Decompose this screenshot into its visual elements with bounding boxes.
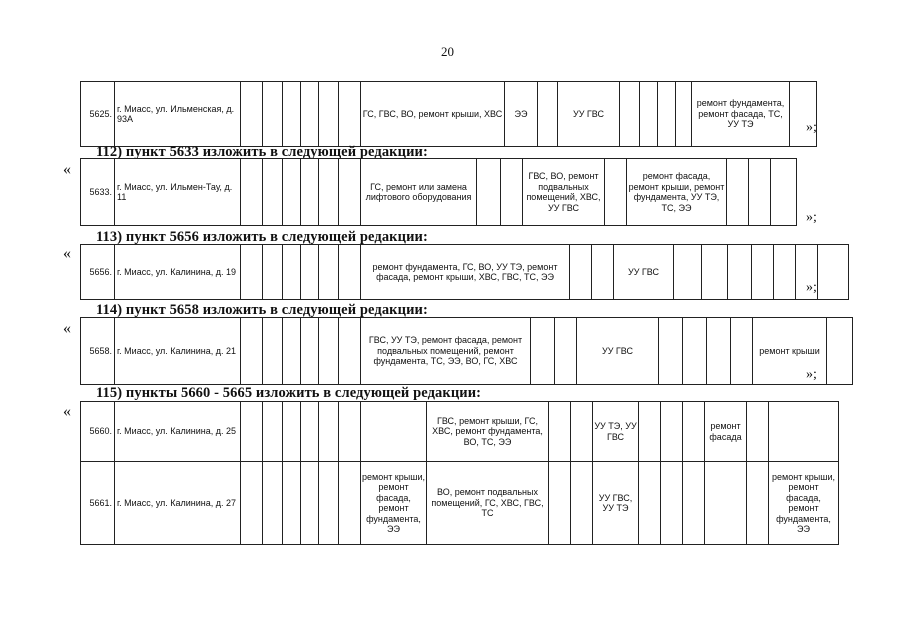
empty-cell	[283, 318, 301, 385]
empty-cell	[263, 159, 283, 226]
empty-cell	[283, 245, 301, 300]
empty-cell	[549, 402, 571, 462]
empty-cell	[241, 402, 263, 462]
works-cell: УУ ГВС	[577, 318, 659, 385]
empty-cell	[639, 402, 661, 462]
works-cell: ремонт фасада	[705, 402, 747, 462]
row-number: 5633.	[81, 159, 115, 226]
closing-quote: »;	[806, 367, 817, 382]
works-cell: ремонт фундамента, ремонт фасада, ТС, УУ ТЭ	[692, 82, 790, 147]
works-cell: ремонт крыши, ремонт фасада, ремонт фундамента, ЭЭ	[361, 462, 427, 545]
empty-cell	[752, 245, 774, 300]
section-heading: 112) пункт 5633 изложить в следующей редакции:	[96, 144, 428, 160]
closing-quote: »;	[806, 280, 817, 295]
empty-cell	[727, 159, 749, 226]
empty-cell	[658, 82, 676, 147]
row-number: 5660.	[81, 402, 115, 462]
closing-quote: »;	[806, 210, 817, 225]
table-row-5656	[80, 244, 849, 300]
empty-cell	[707, 318, 731, 385]
works-cell: ГВС, ремонт крыши, ГС, ХВС, ремонт фундамента, ВО, ТС, ЭЭ	[427, 402, 549, 462]
empty-cell	[339, 402, 361, 462]
empty-cell	[283, 82, 301, 147]
empty-cell	[571, 462, 593, 545]
empty-cell	[571, 402, 593, 462]
empty-cell	[620, 82, 640, 147]
row-number: 5658.	[81, 318, 115, 385]
works-cell: ГВС, УУ ТЭ, ремонт фасада, ремонт подвальных помещений, ремонт фундамента, ТС, ЭЭ, ВО, ГС, ХВС	[361, 318, 531, 385]
works-cell: УУ ГВС	[558, 82, 620, 147]
opening-quote: «	[63, 161, 71, 178]
works-cell: УУ ТЭ, УУ ГВС	[593, 402, 639, 462]
empty-cell	[661, 462, 683, 545]
works-cell: УУ ГВС, УУ ТЭ	[593, 462, 639, 545]
empty-cell	[501, 159, 523, 226]
empty-cell	[319, 245, 339, 300]
empty-cell	[676, 82, 692, 147]
empty-cell	[263, 82, 283, 147]
empty-cell	[361, 402, 427, 462]
empty-cell	[339, 245, 361, 300]
empty-cell	[319, 159, 339, 226]
works-cell: ремонт крыши, ремонт фасада, ремонт фундамента, ЭЭ	[769, 462, 839, 545]
empty-cell	[339, 82, 361, 147]
empty-cell	[659, 318, 683, 385]
empty-cell	[283, 402, 301, 462]
empty-cell	[749, 159, 771, 226]
empty-cell	[283, 462, 301, 545]
empty-cell	[640, 82, 658, 147]
empty-cell	[319, 462, 339, 545]
empty-cell	[605, 159, 627, 226]
empty-cell	[702, 245, 728, 300]
address-cell: г. Миасс, ул. Калинина, д. 19	[115, 245, 241, 300]
empty-cell	[639, 462, 661, 545]
empty-cell	[747, 462, 769, 545]
empty-cell	[771, 159, 797, 226]
works-cell: ремонт фундамента, ГС, ВО, УУ ТЭ, ремонт фасада, ремонт крыши, ХВС, ГВС, ТС, ЭЭ	[361, 245, 570, 300]
works-cell: ГВС, ВО, ремонт подвальных помещений, ХВС, УУ ГВС	[523, 159, 605, 226]
address-cell: г. Миасс, ул. Калинина, д. 27	[115, 462, 241, 545]
empty-cell	[774, 245, 796, 300]
works-cell: ВО, ремонт подвальных помещений, ГС, ХВС, ГВС, ТС	[427, 462, 549, 545]
empty-cell	[319, 402, 339, 462]
empty-cell	[747, 402, 769, 462]
empty-cell	[263, 462, 283, 545]
works-cell: ЭЭ	[505, 82, 538, 147]
empty-cell	[683, 318, 707, 385]
address-cell: г. Миасс, ул. Калинина, д. 25	[115, 402, 241, 462]
empty-cell	[683, 402, 705, 462]
empty-cell	[827, 318, 853, 385]
empty-cell	[538, 82, 558, 147]
empty-cell	[731, 318, 753, 385]
works-cell: ГС, ГВС, ВО, ремонт крыши, ХВС	[361, 82, 505, 147]
empty-cell	[661, 402, 683, 462]
empty-cell	[301, 462, 319, 545]
empty-cell	[592, 245, 614, 300]
empty-cell	[263, 318, 283, 385]
empty-cell	[570, 245, 592, 300]
empty-cell	[339, 318, 361, 385]
empty-cell	[319, 318, 339, 385]
empty-cell	[263, 402, 283, 462]
closing-quote: »;	[806, 120, 817, 135]
empty-cell	[241, 82, 263, 147]
opening-quote: «	[63, 403, 71, 420]
empty-cell	[339, 159, 361, 226]
empty-cell	[549, 462, 571, 545]
empty-cell	[283, 159, 301, 226]
empty-cell	[790, 82, 817, 147]
section-heading: 115) пункты 5660 - 5665 изложить в следующей редакции:	[96, 385, 482, 401]
empty-cell	[301, 245, 319, 300]
empty-cell	[301, 82, 319, 147]
row-number: 5625.	[81, 82, 115, 147]
empty-cell	[263, 245, 283, 300]
opening-quote: «	[63, 320, 71, 337]
empty-cell	[818, 245, 849, 300]
empty-cell	[339, 462, 361, 545]
empty-cell	[531, 318, 555, 385]
empty-cell	[241, 245, 263, 300]
empty-cell	[728, 245, 752, 300]
empty-cell	[674, 245, 702, 300]
empty-cell	[241, 159, 263, 226]
empty-cell	[241, 318, 263, 385]
page-number: 20	[441, 44, 454, 59]
opening-quote: «	[63, 245, 71, 262]
table-row-5625	[80, 81, 817, 147]
table-rows-5660-5661	[80, 401, 839, 545]
empty-cell	[683, 462, 705, 545]
address-cell: г. Миасс, ул. Калинина, д. 21	[115, 318, 241, 385]
empty-cell	[301, 402, 319, 462]
works-cell: ремонт фасада, ремонт крыши, ремонт фундамента, УУ ТЭ, ТС, ЭЭ	[627, 159, 727, 226]
empty-cell	[769, 402, 839, 462]
address-cell: г. Миасс, ул. Ильменская, д. 93А	[115, 82, 241, 147]
section-heading: 114) пункт 5658 изложить в следующей редакции:	[96, 302, 428, 318]
row-number: 5656.	[81, 245, 115, 300]
empty-cell	[301, 159, 319, 226]
works-cell: ремонт крыши	[753, 318, 827, 385]
empty-cell	[555, 318, 577, 385]
table-row-5658	[80, 317, 853, 385]
empty-cell	[241, 462, 263, 545]
row-number: 5661.	[81, 462, 115, 545]
table-row-5633	[80, 158, 797, 226]
empty-cell	[705, 462, 747, 545]
empty-cell	[301, 318, 319, 385]
empty-cell	[319, 82, 339, 147]
empty-cell	[477, 159, 501, 226]
address-cell: г. Миасс, ул. Ильмен-Тау, д. 11	[115, 159, 241, 226]
section-heading: 113) пункт 5656 изложить в следующей редакции:	[96, 229, 428, 245]
works-cell: ГС, ремонт или замена лифтового оборудования	[361, 159, 477, 226]
works-cell: УУ ГВС	[614, 245, 674, 300]
